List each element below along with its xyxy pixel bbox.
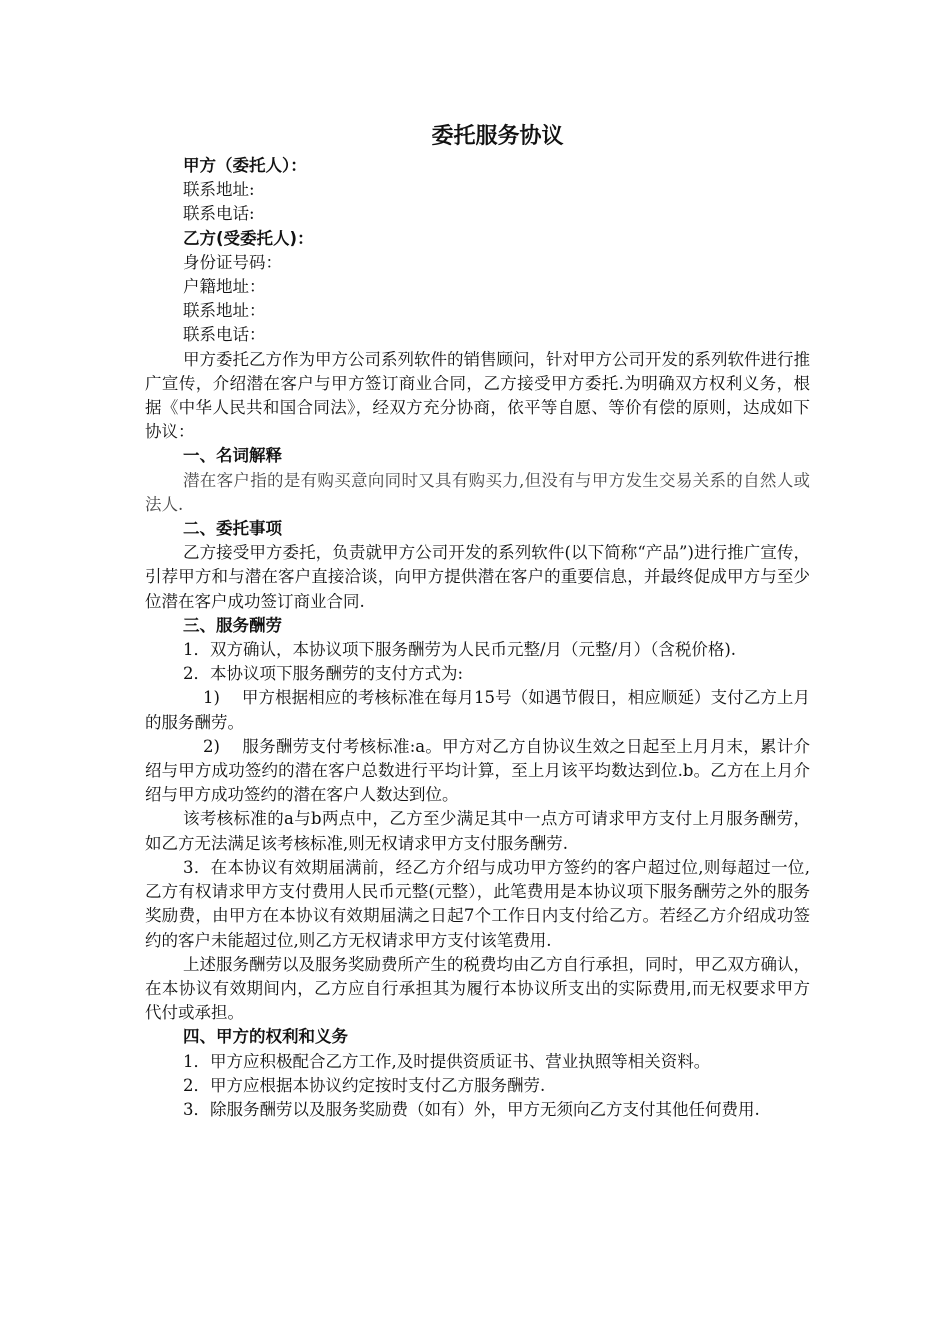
section-3-clause-2: 2．本协议项下服务酬劳的支付方式为: [183,664,464,684]
section-2-heading: 二、委托事项 [183,519,282,539]
section-4-clause-1: 1．甲方应积极配合乙方工作,及时提供资质证书、营业执照等相关资料。 [183,1051,711,1071]
party-a-address: 联系地址: [183,180,255,200]
section-3-clause-4: 上述服务酬劳以及服务奖励费所产生的税费均由乙方自行承担，同时，甲乙双方确认，在本协议有效期间内，乙方应自行承担其为履行本协议所支出的实际费用,而无权要求甲方代付或承担。 [145,954,810,1023]
party-a-phone: 联系电话: [183,204,255,224]
document-title: 委托服务协议 [431,124,564,149]
section-3-clause-1: 1．双方确认，本协议项下服务酬劳为人民币元整/月（元整/月）（含税价格). [183,640,737,660]
section-3-clause-2-note: 该考核标准的a与b两点中，乙方至少满足其中一点方可请求甲方支付上月服务酬劳，如乙方无法满足该考核标准,则无权请求甲方支付服务酬劳. [145,809,810,853]
section-3-clause-2-item-1: 1) 甲方根据相应的考核标准在每月15号（如遇节假日，相应顺延）支付乙方上月的服务酬劳。 [145,688,810,732]
party-b-phone: 联系电话： [183,325,266,345]
intro-paragraph: 甲方委托乙方作为甲方公司系列软件的销售顾问，针对甲方公司开发的系列软件进行推广宣传，介绍潜在客户与甲方签订商业合同，乙方接受甲方委托.为明确双方权利义务，根据《中华人民共和国合同法》，经双方充分协商，依平等自愿、等价有偿的原则，达成如下协议： [145,349,810,442]
party-b-label: 乙方(受委托人)： [183,228,314,248]
section-3-clause-2-item-2: 2) 服务酬劳支付考核标准:a。甲方对乙方自协议生效之日起至上月月末，累计介绍与甲方成功签约的潜在客户总数进行平均计算，至上月该平均数达到位.b。乙方在上月介绍与甲方成功签约的潜在客户人数达到位。 [145,736,810,805]
section-4-clause-2: 2．甲方应根据本协议约定按时支付乙方服务酬劳. [183,1075,546,1095]
section-1-heading: 一、名词解释 [183,446,282,466]
party-a-label: 甲方（委托人）： [183,156,307,175]
party-b-address: 联系地址： [183,301,266,321]
section-2-text: 乙方接受甲方委托，负责就甲方公司开发的系列软件(以下简称“产品”)进行推广宣传，引荐甲方和与潜在客户直接洽谈，向甲方提供潜在客户的重要信息，并最终促成甲方与至少位潜在客户成功签订商业合同. [145,543,810,611]
party-b-household-address: 户籍地址： [183,277,266,297]
section-3-clause-3: 3．在本协议有效期届满前，经乙方介绍与成功甲方签约的客户超过位,则每超过一位,乙方有权请求甲方支付费用人民币元整(元整），此笔费用是本协议项下服务酬劳之外的服务奖励费，由甲方在本协议有效期届满之日起7个工作日内支付给乙方。若经乙方介绍成功签约的客户未能超过位,则乙方无权请求甲方支付该笔费用. [145,857,810,950]
section-4-heading: 四、甲方的权利和义务 [183,1027,348,1047]
section-3-heading: 三、服务酬劳 [183,615,282,635]
section-4-clause-3: 3．除服务酬劳以及服务奖励费（如有）外，甲方无须向乙方支付其他任何费用. [183,1099,760,1119]
section-1-text: 潜在客户指的是有购买意向同时又具有购买力,但没有与甲方发生交易关系的自然人或法人. [145,470,810,514]
document-page [145,120,810,1122]
party-b-id-number: 身份证号码： [183,252,282,272]
